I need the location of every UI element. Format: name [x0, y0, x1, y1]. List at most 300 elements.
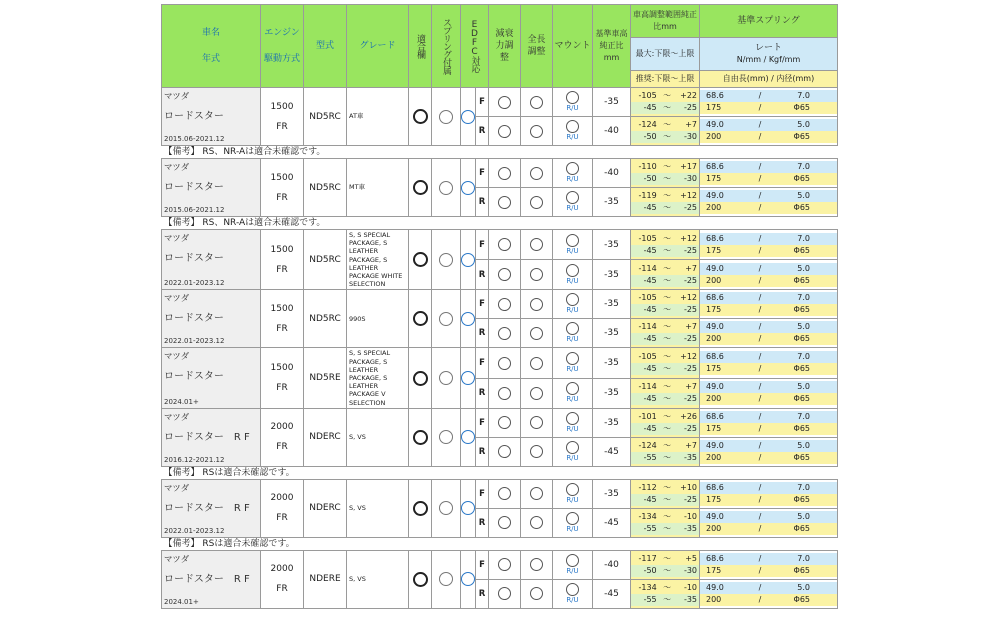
fit-cell	[409, 550, 432, 608]
damping-adjust-mark-icon	[498, 196, 511, 209]
spring-inner-dia: Φ65	[793, 334, 810, 344]
car-cell	[162, 348, 261, 408]
car-model-name: ロードスター R F	[164, 431, 250, 443]
base-height: -40	[593, 159, 631, 188]
edfc-cell	[461, 479, 476, 537]
length-adjust-mark-icon	[530, 416, 543, 429]
mount-cell	[553, 159, 593, 188]
table-row	[162, 408, 838, 437]
spring-inner-dia: Φ65	[793, 565, 810, 575]
spring-acc-cell	[432, 348, 461, 408]
max-low: -134	[638, 582, 657, 592]
engine-size: 2000	[270, 564, 294, 575]
axle-label: F	[476, 479, 489, 508]
damping-adjust-cell	[489, 260, 521, 290]
spring-rate-n: 49.0	[706, 511, 724, 521]
spring-free-length: 200	[706, 132, 722, 141]
length-adjust-mark-icon	[530, 268, 543, 281]
damping-adjust-mark-icon	[498, 298, 511, 311]
spring-rate-n: 49.0	[706, 263, 724, 273]
table-row	[162, 159, 838, 188]
spring-free-length: 200	[706, 394, 722, 404]
model-code: ND5RC	[304, 88, 347, 146]
rec-high: -25	[683, 364, 698, 374]
car-years: 2022.01-2023.12	[164, 337, 225, 346]
max-sep: 〜	[663, 582, 672, 592]
max-high: +12	[680, 233, 698, 243]
max-high: +17	[680, 162, 698, 171]
max-high: +7	[685, 322, 698, 332]
spring-rate-n: 49.0	[706, 120, 724, 129]
rec-sep: 〜	[663, 394, 672, 404]
rec-high: -25	[683, 334, 698, 344]
rec-sep: 〜	[663, 452, 672, 462]
mount-mark-icon	[566, 234, 579, 247]
car-cell	[162, 88, 261, 146]
spring-rate-n: 68.6	[706, 411, 724, 421]
header-rate: レート N/mm / Kgf/mm	[700, 38, 838, 71]
length-adjust-cell	[521, 579, 553, 608]
model-code: ND5RE	[304, 348, 347, 408]
note-row	[162, 146, 838, 159]
spring-free-sep: /	[758, 494, 762, 504]
mount-cell	[553, 319, 593, 348]
grade-text: 990S	[347, 290, 409, 348]
car-cell	[162, 159, 261, 217]
rec-low: -55	[643, 452, 657, 462]
rec-low: -45	[643, 494, 657, 504]
rec-high: -25	[683, 423, 698, 433]
base-height: -35	[593, 88, 631, 117]
spring-free-length: 200	[706, 275, 722, 285]
max-sep: 〜	[663, 233, 672, 243]
mount-cell	[553, 348, 593, 378]
damping-adjust-cell	[489, 550, 521, 579]
damping-adjust-mark-icon	[498, 587, 511, 600]
spring-rate-kgf: 7.0	[797, 553, 810, 563]
mount-mark-icon	[566, 264, 579, 277]
car-cell	[162, 479, 261, 537]
fit-cell	[409, 348, 432, 408]
mount-text: R/U	[566, 276, 579, 285]
car-model-name: ロードスター	[164, 371, 224, 383]
rec-low: -45	[643, 305, 657, 315]
spring-free-length: 175	[706, 565, 722, 575]
grade-text: S, S SPECIAL PACKAGE, S LEATHER PACKAGE, S LEATHER PACKAGE WHITE SELECTION	[347, 230, 409, 290]
spring-rate-sep: /	[758, 382, 762, 392]
drive-type: FR	[276, 584, 288, 595]
table-row	[162, 348, 838, 378]
base-height: -35	[593, 188, 631, 217]
damping-adjust-cell	[489, 230, 521, 260]
axle-label: F	[476, 408, 489, 437]
mount-text: R/U	[566, 246, 579, 255]
car-maker: マツダ	[164, 234, 190, 244]
length-adjust-mark-icon	[530, 587, 543, 600]
table-row	[162, 230, 838, 260]
model-code: NDERC	[304, 479, 347, 537]
length-adjust-mark-icon	[530, 487, 543, 500]
length-adjust-mark-icon	[530, 445, 543, 458]
spring-free-length: 175	[706, 494, 722, 504]
fit-cell	[409, 88, 432, 146]
height-range-cell	[631, 378, 700, 408]
header-car-name: 車名 年式	[162, 5, 261, 88]
rec-sep: 〜	[663, 334, 672, 344]
damping-adjust-cell	[489, 159, 521, 188]
model-code: ND5RC	[304, 159, 347, 217]
max-low: -124	[638, 440, 657, 450]
car-years: 2015.06-2021.12	[164, 206, 225, 214]
spring-cell	[700, 479, 838, 508]
spring-inner-dia: Φ65	[793, 174, 810, 183]
spring-free-sep: /	[758, 523, 762, 533]
spring-free-sep: /	[758, 565, 762, 575]
base-height: -35	[593, 408, 631, 437]
base-height: -45	[593, 508, 631, 537]
drive-type: FR	[276, 513, 288, 524]
car-cell	[162, 550, 261, 608]
spring-cell	[700, 88, 838, 117]
rec-sep: 〜	[663, 245, 672, 255]
spring-inner-dia: Φ65	[793, 245, 810, 255]
length-adjust-cell	[521, 117, 553, 146]
max-sep: 〜	[663, 411, 672, 421]
base-height: -35	[593, 230, 631, 260]
spring-rate-sep: /	[758, 511, 762, 521]
damping-adjust-mark-icon	[498, 125, 511, 138]
damping-adjust-cell	[489, 378, 521, 408]
rec-low: -45	[643, 423, 657, 433]
spring-rate-n: 49.0	[706, 382, 724, 392]
spring-rate-sep: /	[758, 120, 762, 129]
max-sep: 〜	[663, 352, 672, 362]
spring-rate-n: 49.0	[706, 582, 724, 592]
car-maker: マツダ	[164, 294, 190, 305]
mount-text: R/U	[566, 175, 579, 183]
mount-cell	[553, 117, 593, 146]
engine-cell	[261, 230, 304, 290]
spring-free-sep: /	[758, 174, 762, 183]
spring-rate-n: 49.0	[706, 440, 724, 450]
spring-acc-cell	[432, 479, 461, 537]
spring-rate-sep: /	[758, 411, 762, 421]
mount-mark-icon	[566, 583, 579, 596]
engine-cell	[261, 408, 304, 466]
height-range-cell	[631, 188, 700, 217]
fit-mark-icon	[413, 371, 428, 386]
axle-label: R	[476, 188, 489, 217]
spring-rate-sep: /	[758, 440, 762, 450]
note-row	[162, 217, 838, 230]
spring-free-sep: /	[758, 245, 762, 255]
spring-included-mark-icon	[439, 371, 453, 385]
max-low: -105	[638, 293, 657, 303]
table-row	[162, 550, 838, 579]
height-range-cell	[631, 230, 700, 260]
model-code: ND5RC	[304, 230, 347, 290]
damping-adjust-cell	[489, 479, 521, 508]
spring-free-length: 200	[706, 334, 722, 344]
spring-free-length: 175	[706, 103, 722, 112]
fit-mark-icon	[413, 180, 428, 195]
spring-rate-kgf: 7.0	[797, 482, 810, 492]
base-height: -35	[593, 260, 631, 290]
length-adjust-cell	[521, 508, 553, 537]
max-low: -114	[638, 322, 657, 332]
drive-type: FR	[276, 264, 288, 275]
rec-sep: 〜	[663, 275, 672, 285]
max-high: +22	[680, 91, 698, 100]
spring-included-mark-icon	[439, 110, 453, 124]
spring-rate-n: 68.6	[706, 553, 724, 563]
base-height: -35	[593, 479, 631, 508]
mount-text: R/U	[566, 495, 579, 504]
height-range-cell	[631, 88, 700, 117]
spring-rate-n: 68.6	[706, 162, 724, 171]
spring-rate-n: 68.6	[706, 91, 724, 100]
car-model-name: ロードスター	[164, 111, 224, 122]
axle-label: F	[476, 348, 489, 378]
spring-rate-kgf: 5.0	[797, 582, 810, 592]
spring-rate-kgf: 7.0	[797, 293, 810, 303]
max-sep: 〜	[663, 162, 672, 171]
length-adjust-cell	[521, 479, 553, 508]
car-years: 2016.12-2021.12	[164, 455, 225, 464]
table-row	[162, 290, 838, 319]
spring-included-mark-icon	[439, 181, 453, 195]
base-height: -35	[593, 290, 631, 319]
mount-text: R/U	[566, 306, 579, 315]
spring-cell	[700, 290, 838, 319]
damping-adjust-cell	[489, 188, 521, 217]
engine-cell	[261, 290, 304, 348]
length-adjust-mark-icon	[530, 298, 543, 311]
drive-type: FR	[276, 442, 288, 453]
damping-adjust-mark-icon	[498, 445, 511, 458]
spring-rate-sep: /	[758, 293, 762, 303]
spring-rate-kgf: 5.0	[797, 440, 810, 450]
rec-high: -25	[683, 494, 698, 504]
length-adjust-mark-icon	[530, 196, 543, 209]
table-body	[162, 88, 838, 609]
mount-text: R/U	[566, 365, 579, 374]
edfc-mark-icon	[461, 110, 475, 124]
car-maker: マツダ	[164, 163, 190, 173]
spring-free-length: 175	[706, 364, 722, 374]
car-maker: マツダ	[164, 412, 190, 423]
fit-mark-icon	[413, 252, 428, 267]
base-height: -35	[593, 348, 631, 378]
rec-low: -50	[643, 565, 657, 575]
damping-adjust-mark-icon	[498, 268, 511, 281]
fit-cell	[409, 479, 432, 537]
rec-high: -35	[683, 452, 698, 462]
base-height: -40	[593, 117, 631, 146]
spring-rate-n: 68.6	[706, 233, 724, 243]
axle-label: F	[476, 159, 489, 188]
spring-rate-kgf: 7.0	[797, 411, 810, 421]
damping-adjust-cell	[489, 88, 521, 117]
mount-mark-icon	[566, 293, 579, 306]
max-high: +12	[680, 293, 698, 303]
spring-acc-cell	[432, 550, 461, 608]
note-text: 【備考】 RS、NR-Aは適合未確認です。	[162, 146, 838, 159]
car-model-name: ロードスター R F	[164, 502, 250, 514]
spring-inner-dia: Φ65	[793, 594, 810, 604]
rec-sep: 〜	[663, 132, 672, 141]
spring-rate-n: 68.6	[706, 352, 724, 362]
damping-adjust-mark-icon	[498, 416, 511, 429]
height-range-cell	[631, 479, 700, 508]
mount-text: R/U	[566, 204, 579, 212]
max-sep: 〜	[663, 553, 672, 563]
note-text: 【備考】 RSは適合未確認です。	[162, 537, 838, 550]
max-sep: 〜	[663, 511, 672, 521]
car-model-name: ロードスター	[164, 313, 224, 325]
length-adjust-mark-icon	[530, 167, 543, 180]
rec-high: -30	[683, 565, 698, 575]
car-years: 2022.01-2023.12	[164, 526, 225, 535]
edfc-mark-icon	[461, 501, 475, 515]
edfc-cell	[461, 290, 476, 348]
edfc-mark-icon	[461, 181, 475, 195]
grade-text: AT車	[347, 88, 409, 146]
max-low: -110	[638, 162, 657, 171]
rec-high: -25	[683, 305, 698, 315]
edfc-cell	[461, 88, 476, 146]
rec-low: -55	[643, 523, 657, 533]
max-sep: 〜	[663, 293, 672, 303]
damping-adjust-mark-icon	[498, 96, 511, 109]
axle-label: F	[476, 290, 489, 319]
header-spring-acc: スプリング付属	[432, 5, 461, 88]
car-cell	[162, 230, 261, 290]
rec-low: -45	[643, 203, 657, 212]
car-years: 2024.01+	[164, 397, 199, 406]
axle-label: F	[476, 88, 489, 117]
length-adjust-cell	[521, 290, 553, 319]
spring-cell	[700, 188, 838, 217]
spring-inner-dia: Φ65	[793, 423, 810, 433]
max-high: +12	[680, 352, 698, 362]
axle-label: R	[476, 508, 489, 537]
grade-text: MT車	[347, 159, 409, 217]
note-text: 【備考】 RS、NR-Aは適合未確認です。	[162, 217, 838, 230]
damping-adjust-mark-icon	[498, 238, 511, 251]
engine-cell	[261, 159, 304, 217]
engine-cell	[261, 550, 304, 608]
spring-rate-n: 68.6	[706, 482, 724, 492]
length-adjust-cell	[521, 437, 553, 466]
table-row	[162, 88, 838, 117]
damping-adjust-mark-icon	[498, 487, 511, 500]
spring-rate-sep: /	[758, 233, 762, 243]
spring-inner-dia: Φ65	[793, 103, 810, 112]
damping-adjust-cell	[489, 290, 521, 319]
spring-rate-sep: /	[758, 582, 762, 592]
height-range-cell	[631, 117, 700, 146]
spring-free-sep: /	[758, 452, 762, 462]
fit-cell	[409, 290, 432, 348]
spring-free-sep: /	[758, 423, 762, 433]
rec-sep: 〜	[663, 565, 672, 575]
spring-rate-n: 49.0	[706, 322, 724, 332]
max-low: -105	[638, 91, 657, 100]
length-adjust-cell	[521, 159, 553, 188]
car-maker: マツダ	[164, 554, 190, 565]
mount-text: R/U	[566, 566, 579, 575]
mount-mark-icon	[566, 412, 579, 425]
rec-high: -35	[683, 523, 698, 533]
spring-free-length: 175	[706, 245, 722, 255]
rec-high: -25	[683, 275, 698, 285]
header-fit: 適合欄	[409, 5, 432, 88]
rec-high: -30	[683, 132, 698, 141]
rec-sep: 〜	[663, 364, 672, 374]
damping-adjust-cell	[489, 579, 521, 608]
spring-rate-sep: /	[758, 162, 762, 171]
spring-free-length: 200	[706, 452, 722, 462]
length-adjust-cell	[521, 188, 553, 217]
mount-mark-icon	[566, 512, 579, 525]
edfc-cell	[461, 550, 476, 608]
spring-cell	[700, 260, 838, 290]
rec-sep: 〜	[663, 494, 672, 504]
rec-low: -50	[643, 174, 657, 183]
spring-cell	[700, 159, 838, 188]
base-height: -45	[593, 437, 631, 466]
rec-low: -45	[643, 334, 657, 344]
mount-text: R/U	[566, 424, 579, 433]
spring-cell	[700, 437, 838, 466]
engine-size: 2000	[270, 422, 294, 433]
fit-cell	[409, 230, 432, 290]
max-low: -114	[638, 382, 657, 392]
car-model-name: ロードスター	[164, 182, 224, 193]
header-base-height: 基準車高純正比mm	[593, 5, 631, 88]
fit-cell	[409, 159, 432, 217]
fit-cell	[409, 408, 432, 466]
damping-adjust-cell	[489, 319, 521, 348]
fitment-table-wrapper	[161, 4, 837, 618]
height-range-cell	[631, 579, 700, 608]
mount-mark-icon	[566, 120, 579, 133]
spring-cell	[700, 550, 838, 579]
spring-rate-n: 68.6	[706, 293, 724, 303]
rec-sep: 〜	[663, 174, 672, 183]
drive-type: FR	[276, 383, 288, 394]
edfc-cell	[461, 230, 476, 290]
spring-rate-kgf: 7.0	[797, 233, 810, 243]
mount-mark-icon	[566, 483, 579, 496]
length-adjust-cell	[521, 260, 553, 290]
axle-label: R	[476, 117, 489, 146]
spring-rate-kgf: 5.0	[797, 382, 810, 392]
spring-free-length: 175	[706, 305, 722, 315]
length-adjust-cell	[521, 550, 553, 579]
length-adjust-cell	[521, 378, 553, 408]
rec-low: -45	[643, 364, 657, 374]
damping-adjust-mark-icon	[498, 357, 511, 370]
rec-low: -45	[643, 275, 657, 285]
mount-cell	[553, 378, 593, 408]
fit-mark-icon	[413, 572, 428, 587]
table-header	[162, 5, 838, 88]
engine-size: 1500	[270, 101, 294, 112]
edfc-mark-icon	[461, 312, 475, 326]
axle-label: R	[476, 437, 489, 466]
